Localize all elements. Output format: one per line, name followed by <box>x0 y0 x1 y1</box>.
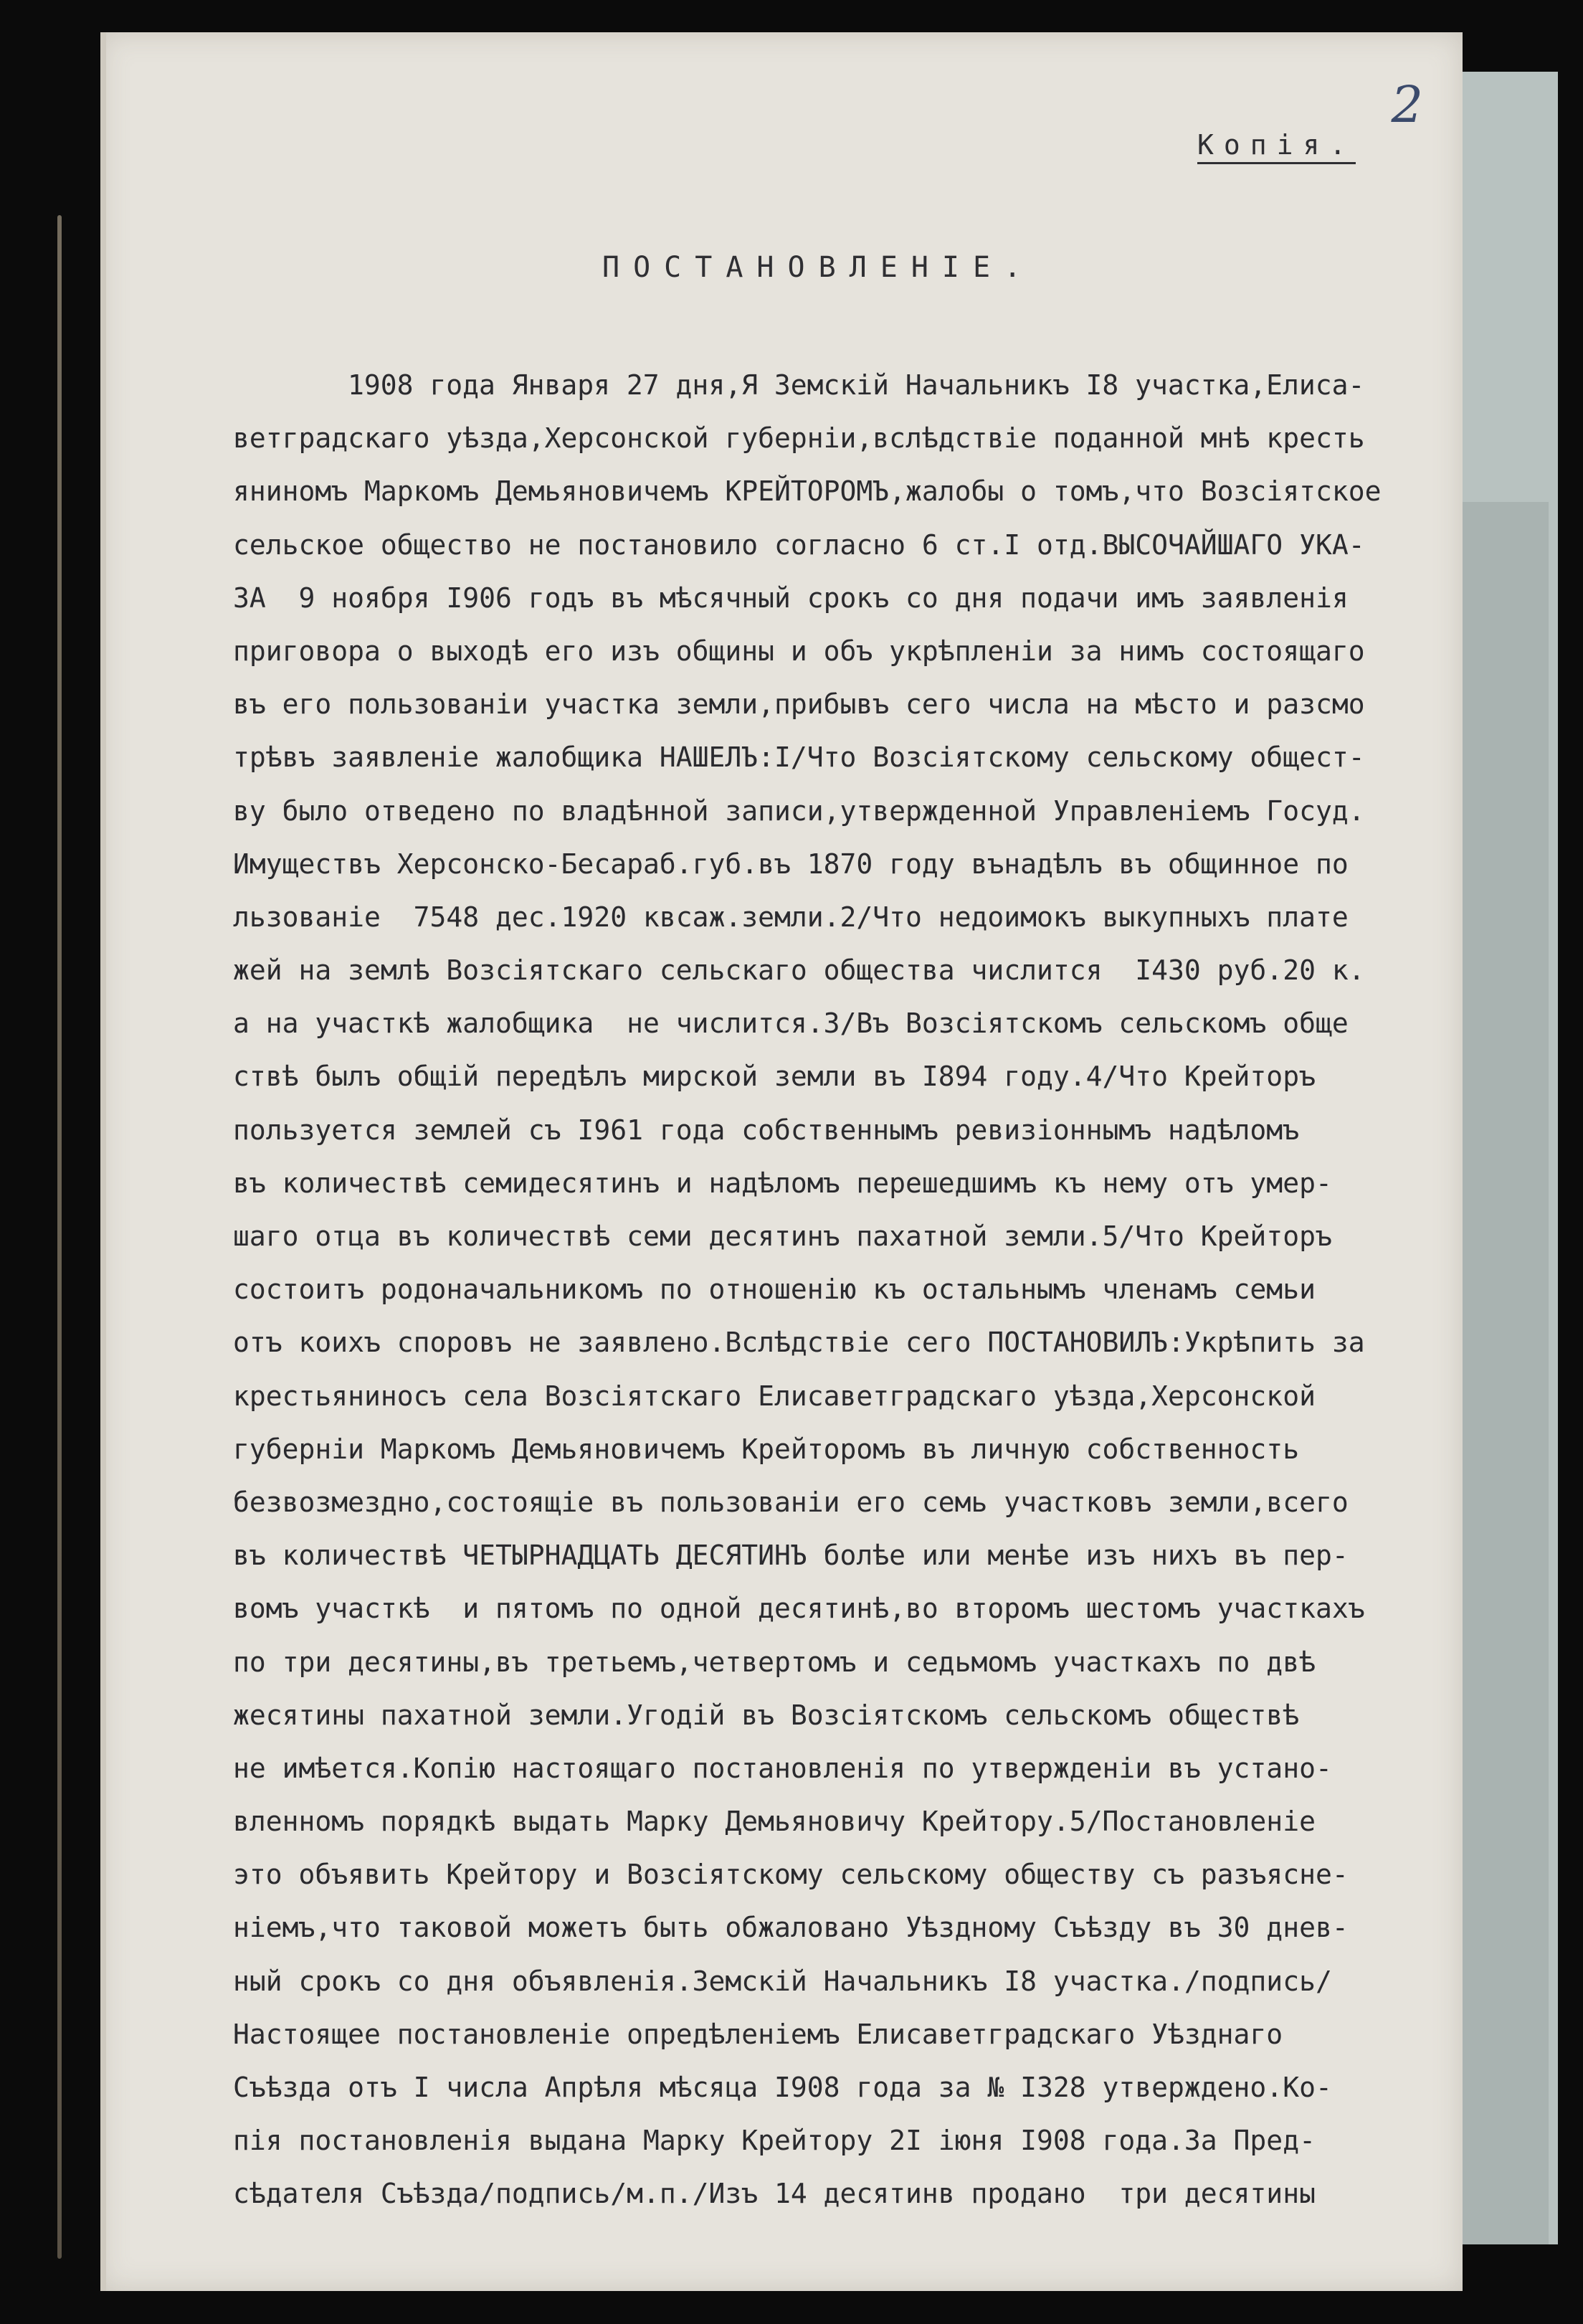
page-number: 2 <box>1391 75 1423 134</box>
text-line: Имуществъ Херсонско-Бесараб.губ.въ 1870 году вънадѣлъ въ общинное по <box>233 848 1349 880</box>
text-line: губерніи Маркомъ Демьяновичемъ Крейторомъ въ личную собственность <box>233 1433 1300 1465</box>
text-line: ніемъ,что таковой можетъ быть обжаловано Уѣздному Съѣзду въ 30 днев- <box>233 1912 1349 1944</box>
text-line: сѣдателя Съѣзда/подпись/м.п./Изъ 14 десятинв продано три десятины <box>233 2178 1316 2210</box>
text-line: приговора о выходѣ его изъ общины и объ укрѣпленіи за нимъ состоящаго <box>233 635 1365 667</box>
text-line: въ его пользованіи участка земли,прибывъ сего числа на мѣсто и разсмо <box>233 688 1365 721</box>
document-page <box>100 32 1463 2291</box>
text-line: не имѣется.Копію настоящаго постановленія по утвержденіи въ устано- <box>233 1752 1332 1784</box>
text-line: въ количествѣ ЧЕТЫРНАДЦАТЬ ДЕСЯТИНЪ болѣе или менѣе изъ нихъ въ пер- <box>233 1540 1349 1572</box>
binding-string <box>57 215 62 2259</box>
text-line: а на участкѣ жалобщика не числится.3/Въ Возсіятскомъ сельскомъ обще <box>233 1007 1349 1040</box>
text-line: Съѣзда отъ I числа Апрѣля мѣсяца I908 года за № I328 утверждено.Ко- <box>233 2072 1332 2103</box>
document-body <box>233 359 1495 2221</box>
text-line: это объявить Крейтору и Возсіятскому сельскому обществу съ разъясне- <box>233 1859 1349 1891</box>
text-line: шаго отца въ количествѣ семи десятинъ пахатной земли.5/Что Крейторъ <box>233 1220 1332 1252</box>
text-line: въ количествѣ семидесятинъ и надѣломъ перешедшимъ къ нему отъ умер- <box>233 1167 1332 1199</box>
text-line: жесятины пахатной земли.Угодій въ Возсіятскомъ сельскомъ обществѣ <box>233 1699 1300 1731</box>
text-line: ву было отведено по владѣнной записи,утвержденной Управленіемъ Госуд. <box>233 795 1365 827</box>
text-line: яниномъ Маркомъ Демьяновичемъ КРЕЙТОРОМЪ,жалобы о томъ,что Возсіятское <box>233 475 1382 508</box>
text-line: отъ коихъ споровъ не заявлено.Вслѣдствіе сего ПОСТАНОВИЛЪ:Укрѣпить за <box>233 1327 1365 1359</box>
text-line: крестьяниносъ села Возсіятскаго Елисаветградскаго уѣзда,Херсонской <box>233 1380 1316 1412</box>
text-line: Настоящее постановленіе опредѣленіемъ Елисаветградскаго Уѣзднаго <box>233 2018 1283 2050</box>
text-line: 1908 года Января 27 дня,Я Земскій Начальникъ I8 участка,Елиса- <box>348 369 1365 401</box>
text-line: вленномъ порядкѣ выдать Марку Демьяновичу Крейтору.5/Постановленіе <box>233 1806 1316 1838</box>
text-line: ный срокъ со дня объявленія.Земскій Начальникъ I8 участка./подпись/ <box>233 1965 1332 1997</box>
text-line: вомъ участкѣ и пятомъ по одной десятинѣ,во второмъ шестомъ участкахъ <box>233 1593 1365 1625</box>
text-line: пія постановленія выдана Марку Крейтору 2I іюня I908 года.За Пред- <box>233 2125 1316 2157</box>
document-title: ПОСТАНОВЛЕНІЕ. <box>602 251 1035 284</box>
copy-mark: Копія. <box>1197 129 1356 164</box>
text-line: жей на землѣ Возсіятскаго сельскаго общества числится I430 руб.20 к. <box>233 954 1365 987</box>
text-line: безвозмездно,состоящіе въ пользованіи его семь участковъ земли,всего <box>233 1486 1349 1518</box>
text-line: льзованіе 7548 дес.1920 квсаж.земли.2/Что недоимокъ выкупныхъ плате <box>233 901 1349 933</box>
text-line: пользуется землей съ I961 года собственнымъ ревизіоннымъ надѣломъ <box>233 1114 1300 1146</box>
text-line: ЗА 9 ноября I906 годъ въ мѣсячный срокъ со дня подачи имъ заявленія <box>233 582 1349 614</box>
text-line: ветградскаго уѣзда,Херсонской губерніи,вслѣдствіе поданной мнѣ кресть <box>233 422 1365 455</box>
text-line: трѣвъ заявленіе жалобщика НАШЕЛЪ:I/Что Возсіятскому сельскому общест- <box>233 741 1365 774</box>
text-line: ствѣ былъ общій передѣлъ мирской земли въ I894 году.4/Что Крейторъ <box>233 1061 1316 1093</box>
text-line: сельское общество не постановило согласно 6 ст.I отд.ВЫСОЧАЙШАГО УКА- <box>233 528 1365 561</box>
text-line: по три десятины,въ третьемъ,четвертомъ и седьмомъ участкахъ по двѣ <box>233 1646 1316 1678</box>
text-line: состоитъ родоначальникомъ по отношенію къ остальнымъ членамъ семьи <box>233 1274 1316 1306</box>
